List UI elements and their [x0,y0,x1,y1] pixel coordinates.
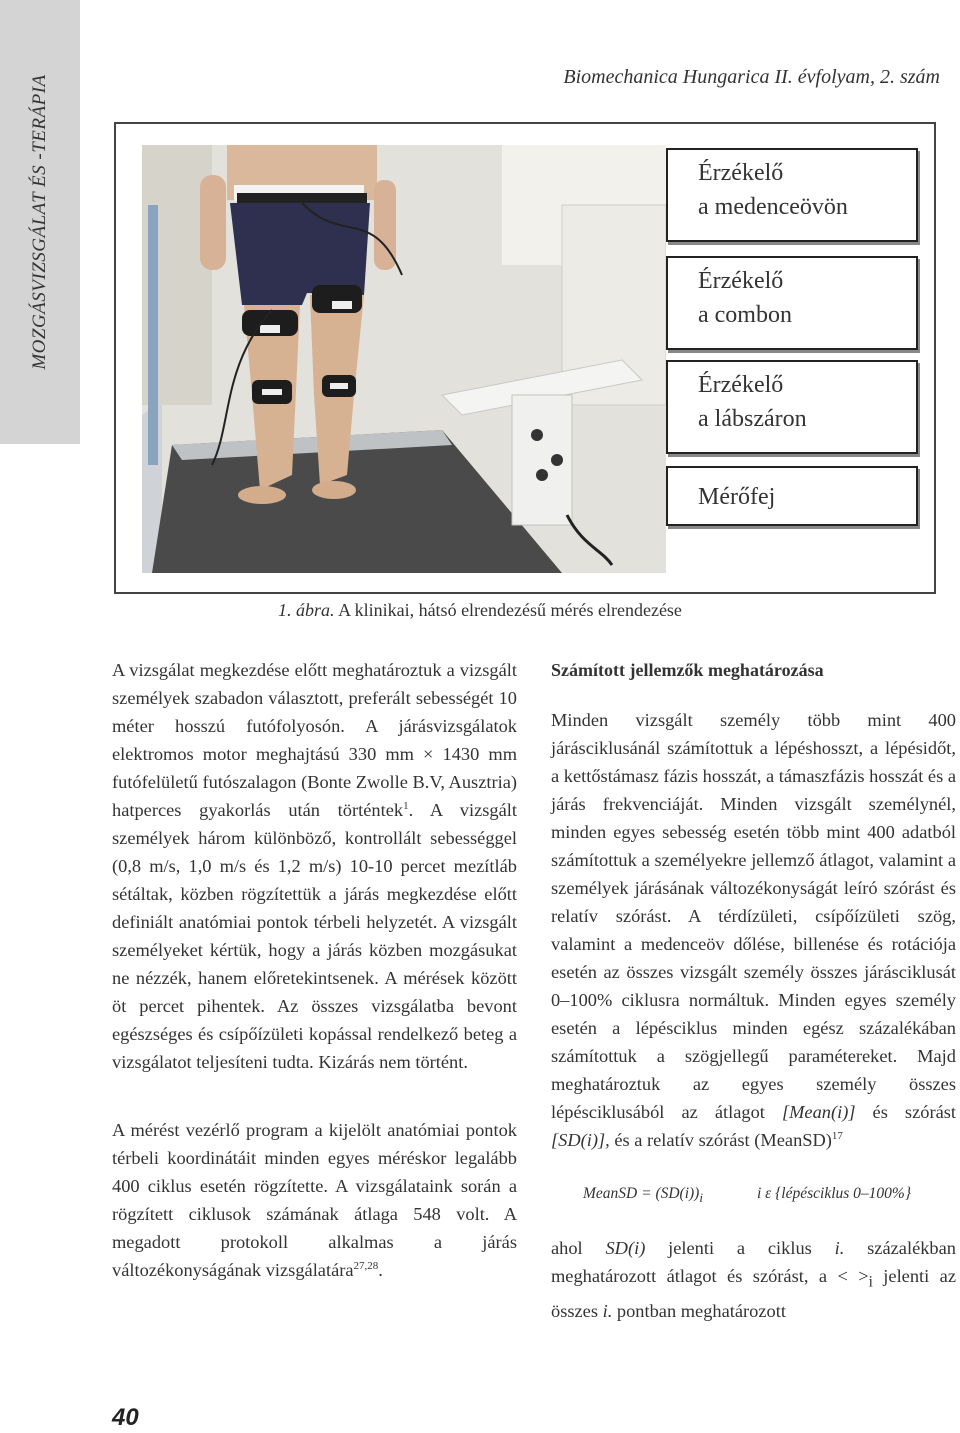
callout-measuring-head-label: Mérőfej [698,484,776,510]
right-p1-sd: [SD(i)], [551,1130,610,1150]
caption-text: A klinikai, hátsó elrendezésű mérés elrendezése [334,600,682,620]
right-p2-text-a: ahol [551,1238,606,1259]
section-side-tab [0,0,80,444]
callout-pelvis-line1: Érzékelő [698,160,784,186]
right-p1-text-a: Minden vizsgált személy több mint 400 járásciklusánál számítottuk a lépéshosszt, a lépésidőt, a kettőstámasz fázis hosszát, a támaszfázis hosszát és a járás frekvenciáját. Minden vizsgált személynél, minden egyes sebesség esetén több mint 400 adatból számítottuk a személyekre jellemző átlagot, valamint a személyek járásának változékonyságát leíró szórást és relatív szórást. A térdízületi, csípőízületi szög, valamint a medenceöv dőlése, billenése és rotációja esetén az összes vizsgált személy összes járásciklusát 0–100% ciklusra normáltuk. Minden egyes személy esetén a lépésciklus minden egész százalékában számítottuk a szögjellegű paramétereket. Majd meghatároztuk az egyes személy összes lépésciklusából az átlagot [551,710,956,1122]
callout-thigh-sensor [666,256,918,350]
right-paragraph-1 [551,706,956,1154]
figure-photo [142,145,666,573]
right-column [551,656,956,1325]
callout-thigh-line2: a combon [698,302,792,328]
right-p2-i: i. [834,1238,845,1259]
running-head: Biomechanica Hungarica II. évfolyam, 2. szám [563,66,940,88]
right-p1-text-b: és szórást [855,1102,956,1122]
formula-right: i ε {lépésciklus 0–100%} [756,1185,912,1202]
treadmill-illustration [142,145,666,573]
right-p2-text-d: jelenti az összes [551,1266,957,1321]
right-p2-text-e: pontban meghatározott [612,1300,786,1321]
callout-measuring-head [666,466,918,526]
left-p2-text-a: A mérést vezérlő program a kijelölt anatómiai pontok térbeli koordinátáit minden egyes méréskor legalább 400 ciklus esetén rögzítette. A vizsgálataink során a rögzített ciklusok számának átlaga 548 volt. A megadott protokoll alkalmas a járás változékonyságának vizsgálatára [112,1120,517,1280]
section-title: MOZGÁSVIZSGÁLAT ÉS -TERÁPIA [29,74,50,370]
page-number: 40 [112,1404,139,1431]
left-p1-text-b: . A vizsgált személyek három különböző, kontrollált sebességgel (0,8 m/s, 1,0 m/s és 1,2 m/s) 10-10 percet mezítláb sétáltak, közben rögzítettük a járás megkezdése előtt definiált anatómiai pontok térbeli helyzetét. A vizsgált személyeket kértük, hogy a járás közben mozgásukat ne nézzék, hanem előretekintsenek. A mérések között öt percet pihentek. Az összes vizsgálatba bevont egészséges és csípőízületi kopással rendelkező beteg a vizsgálatot teljesíteni tudta. Kizárás nem történt. [112,800,518,1072]
right-p1-citation: 17 [831,1129,843,1142]
formula-sub: i [699,1190,703,1206]
left-p1-text-a: A vizsgálat megkezdése előtt meghatároztuk a vizsgált személyek szabadon választott, preferált sebességét 10 méter hosszú futófolyosón. A járásvizsgálatok elektromos motor meghajtású 330 mm × 1430 mm futófelületű futószalagon (Bonte Zwolle B.V, Ausztria) hatperces gyakorlás után történtek [112,660,517,820]
left-p2-text-b: . [378,1260,383,1280]
left-column [112,656,517,1284]
right-p1-mean: [Mean(i)] [781,1102,856,1122]
formula-left: MeanSD = (SD(i)) [583,1185,700,1202]
callout-shank-sensor [666,360,918,454]
left-p2-citation: 27,28 [353,1259,379,1272]
left-p1-citation: 1 [403,799,409,812]
callout-pelvis-sensor [666,148,918,242]
callout-shank-line2: a lábszáron [698,406,807,432]
formula [583,1180,956,1212]
right-paragraph-2 [551,1234,956,1325]
caption-label: 1. ábra. [278,600,335,620]
right-p1-text-c: és a relatív szórást (MeanSD) [609,1130,832,1150]
right-p2-i2: i. [602,1300,613,1321]
section-heading: Számított jellemzők meghatározása [551,660,824,680]
right-p2-sdi: SD(i) [605,1238,646,1259]
callout-thigh-line1: Érzékelő [698,268,784,294]
callout-pelvis-line2: a medenceövön [698,194,848,220]
left-paragraph-1 [112,656,517,1076]
callout-shank-line1: Érzékelő [698,372,784,398]
figure-caption [0,600,960,621]
left-paragraph-2 [112,1116,517,1284]
right-p2-sub: i [868,1273,873,1291]
right-p2-text-b: jelenti a ciklus [645,1238,835,1259]
right-p2-text-c: százalékban meghatározott átlagot és szórást, a < > [551,1238,956,1287]
